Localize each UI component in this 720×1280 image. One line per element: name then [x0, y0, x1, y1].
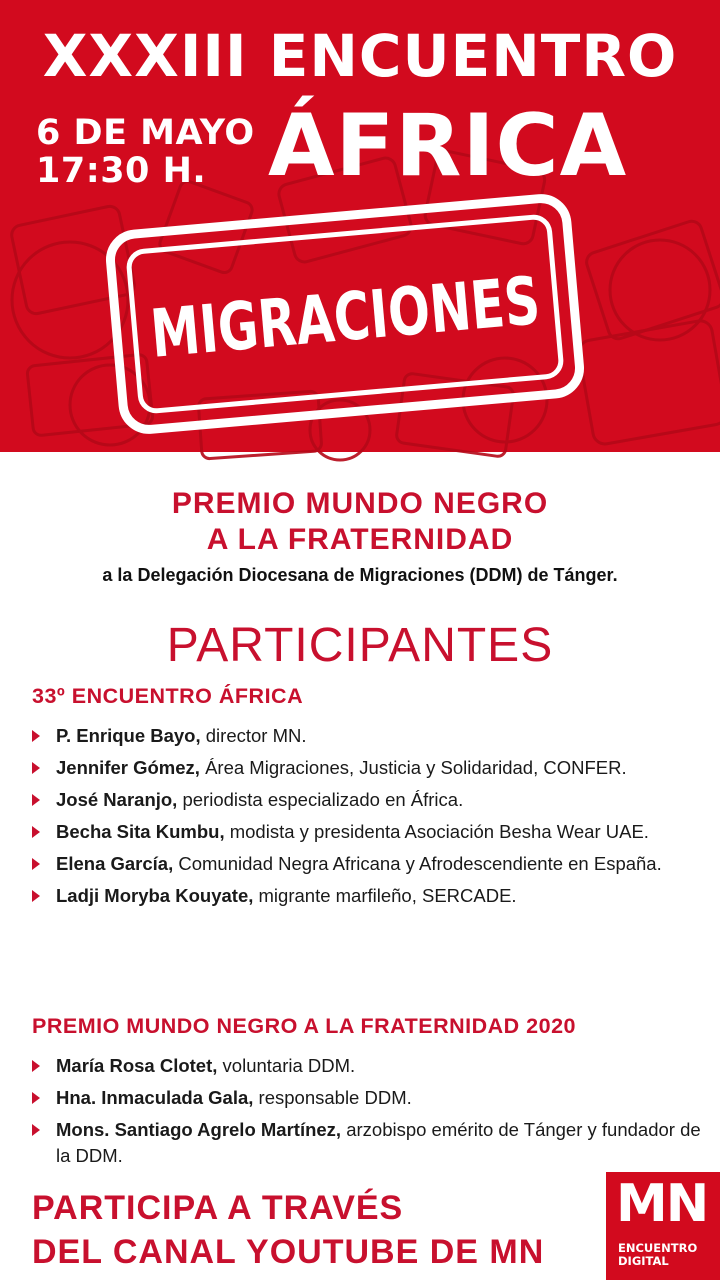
participant-role: modista y presidenta Asociación Besha Wear UAE. [224, 821, 649, 842]
bullet-arrow-icon [32, 1060, 40, 1072]
event-date: 6 DE MAYO [36, 113, 255, 153]
list-item [32, 851, 712, 877]
list-item [32, 787, 712, 813]
participant-name: Ladji Moryba Kouyate, [56, 885, 254, 906]
section-premio-2020 [32, 1014, 712, 1175]
cta-line2: DEL CANAL YOUTUBE DE MN [32, 1233, 545, 1271]
list-item [32, 819, 712, 845]
list-item [32, 1053, 712, 1079]
event-region-title: ÁFRICA [268, 96, 628, 196]
event-title: XXXIII ENCUENTRO [42, 22, 678, 90]
participant-role: voluntaria DDM. [217, 1055, 356, 1076]
bullet-arrow-icon [32, 1124, 40, 1136]
list-item [32, 883, 712, 909]
award-title [0, 486, 720, 558]
logo-subtitle [618, 1242, 697, 1268]
participant-role: arzobispo emérito de Tánger y fundador de la DDM. [56, 1119, 701, 1166]
participant-role: migrante marfileño, SERCADE. [253, 885, 517, 906]
youtube-call-to-action [32, 1186, 544, 1274]
participant-list [32, 1053, 712, 1169]
mn-logo [606, 1172, 720, 1280]
list-item [32, 755, 712, 781]
participant-name: Becha Sita Kumbu, [56, 821, 225, 842]
bullet-arrow-icon [32, 826, 40, 838]
bullet-arrow-icon [32, 1092, 40, 1104]
participant-role: director MN. [200, 725, 307, 746]
participant-name: José Naranjo, [56, 789, 178, 810]
logo-line1: ENCUENTRO [618, 1241, 698, 1255]
list-item [32, 1117, 712, 1169]
list-item [32, 1085, 712, 1111]
stamp-label: MIGRACIONES [147, 250, 676, 373]
migraciones-stamp [102, 190, 676, 438]
header-banner [0, 0, 720, 452]
participant-role: periodista especializado en África. [177, 789, 464, 810]
bullet-arrow-icon [32, 890, 40, 902]
bullet-arrow-icon [32, 762, 40, 774]
logo-line2: DIGITAL [618, 1254, 669, 1268]
participant-role: Comunidad Negra Africana y Afrodescendiente en España. [173, 853, 662, 874]
award-title-line2: A LA FRATERNIDAD [206, 523, 514, 556]
bullet-arrow-icon [32, 794, 40, 806]
event-datetime [36, 114, 255, 190]
participant-name: Mons. Santiago Agrelo Martínez, [56, 1119, 342, 1140]
bullet-arrow-icon [32, 858, 40, 870]
logo-mark: MN [616, 1174, 708, 1234]
participant-name: Elena García, [56, 853, 174, 874]
participant-name: María Rosa Clotet, [56, 1055, 218, 1076]
participants-heading: PARTICIPANTES [166, 619, 554, 672]
event-time: 17:30 H. [36, 151, 207, 191]
cta-line1: PARTICIPA A TRAVÉS [32, 1189, 404, 1227]
participant-role: responsable DDM. [253, 1087, 412, 1108]
participant-role: Área Migraciones, Justicia y Solidaridad, CONFER. [199, 757, 627, 778]
section-title: PREMIO MUNDO NEGRO A LA FRATERNIDAD 2020 [32, 1014, 576, 1038]
award-recipient: a la Delegación Diocesana de Migraciones (DDM) de Tánger. [102, 565, 618, 585]
award-title-line1: PREMIO MUNDO NEGRO [171, 487, 549, 520]
section-title: 33º ENCUENTRO ÁFRICA [32, 684, 304, 708]
list-item [32, 723, 712, 749]
participant-name: Jennifer Gómez, [56, 757, 200, 778]
participant-name: P. Enrique Bayo, [56, 725, 201, 746]
participant-name: Hna. Inmaculada Gala, [56, 1087, 254, 1108]
bullet-arrow-icon [32, 730, 40, 742]
section-encuentro [32, 684, 712, 915]
participant-list [32, 723, 712, 909]
